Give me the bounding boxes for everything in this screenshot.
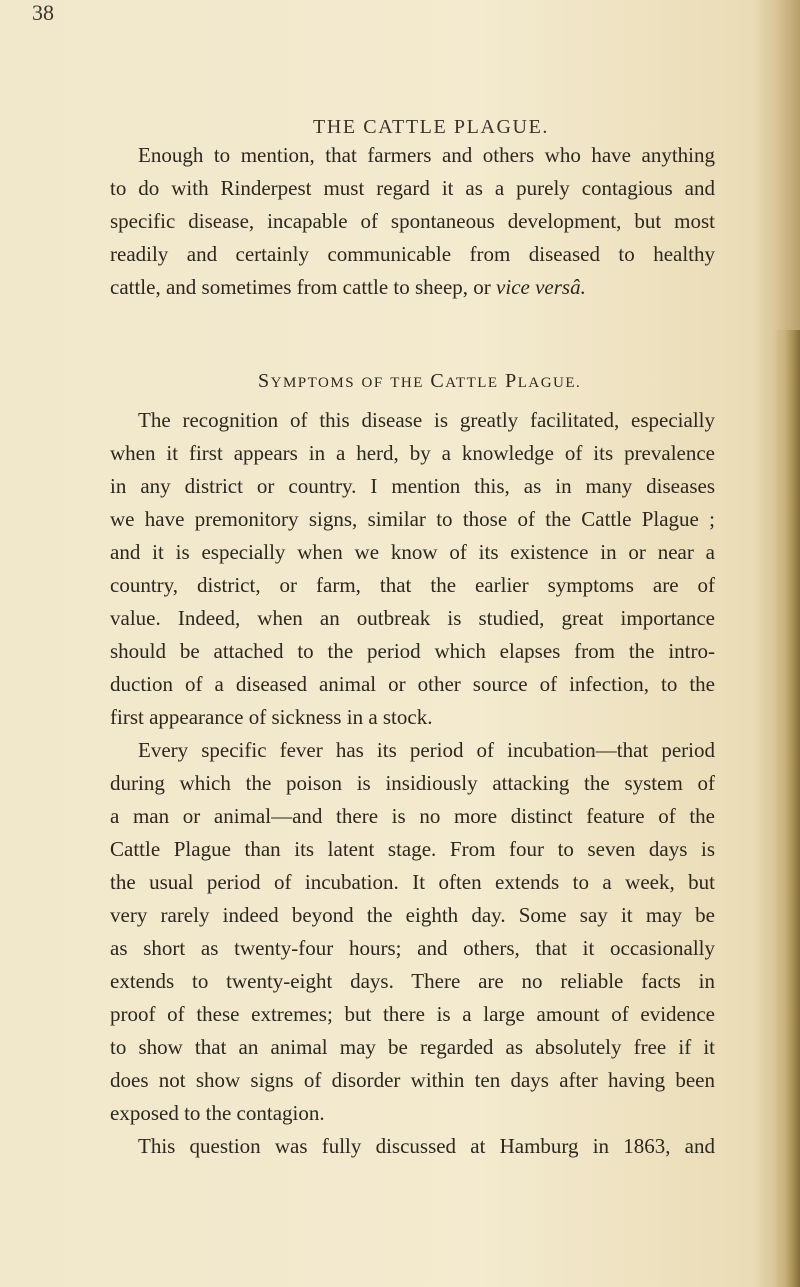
text-line: when it first appears in a herd, by a knowledge of its prevalence bbox=[110, 441, 715, 465]
text-line: duction of a diseased animal or other source of infection, to the bbox=[110, 672, 715, 696]
text-line: should be attached to the period which elapses from the intro- bbox=[110, 639, 715, 663]
text-line: to show that an animal may be regarded as absolutely free if it bbox=[110, 1035, 715, 1059]
text-line bbox=[110, 271, 715, 304]
text-line: does not show signs of disorder within ten days after having been bbox=[110, 1068, 715, 1092]
text-line: Enough to mention, that farmers and others who have anything bbox=[138, 143, 715, 167]
text-line: and it is especially when we know of its existence in or near a bbox=[110, 540, 715, 564]
text-line: readily and certainly communicable from diseased to healthy bbox=[110, 242, 715, 266]
text-line: a man or animal—and there is no more distinct feature of the bbox=[110, 804, 715, 828]
italic-phrase: vice versâ. bbox=[496, 275, 586, 299]
text-line: extends to twenty-eight days. There are no reliable facts in bbox=[110, 969, 715, 993]
text-line: exposed to the contagion. bbox=[110, 1101, 325, 1125]
text-line: value. Indeed, when an outbreak is studied, great importance bbox=[110, 606, 715, 630]
text-line: country, district, or farm, that the earlier symptoms are of bbox=[110, 573, 715, 597]
text-line: the usual period of incubation. It often extends to a week, but bbox=[110, 870, 715, 894]
text-line: The recognition of this disease is greatly facilitated, especially bbox=[138, 408, 715, 432]
text-line: we have premonitory signs, similar to those of the Cattle Plague ; bbox=[110, 507, 715, 531]
text-line: specific disease, incapable of spontaneous development, but most bbox=[110, 209, 715, 233]
text-line: This question was fully discussed at Hamburg in 1863, and bbox=[138, 1134, 715, 1158]
text-line: very rarely indeed beyond the eighth day. Some say it may be bbox=[110, 903, 715, 927]
text-line: Every specific fever has its period of incubation—that period bbox=[138, 738, 715, 762]
text-line: Cattle Plague than its latent stage. From four to seven days is bbox=[110, 837, 715, 861]
page-number: 38 bbox=[32, 0, 54, 25]
text-line: to do with Rinderpest must regard it as a purely contagious and bbox=[110, 176, 715, 200]
text-span: cattle, and sometimes from cattle to sheep, or bbox=[110, 275, 491, 299]
page-edge-shadow bbox=[774, 330, 800, 1287]
text-line: first appearance of sickness in a stock. bbox=[110, 705, 433, 729]
text-line: as short as twenty-four hours; and others, that it occasionally bbox=[110, 936, 715, 960]
text-line: during which the poison is insidiously attacking the system of bbox=[110, 771, 715, 795]
section-heading: SYMPTOMS OF THE CATTLE PLAGUE. bbox=[258, 370, 582, 392]
text-line: proof of these extremes; but there is a large amount of evidence bbox=[110, 1002, 715, 1026]
text-line: in any district or country. I mention this, as in many diseases bbox=[110, 474, 715, 498]
running-head: THE CATTLE PLAGUE. bbox=[313, 116, 549, 138]
